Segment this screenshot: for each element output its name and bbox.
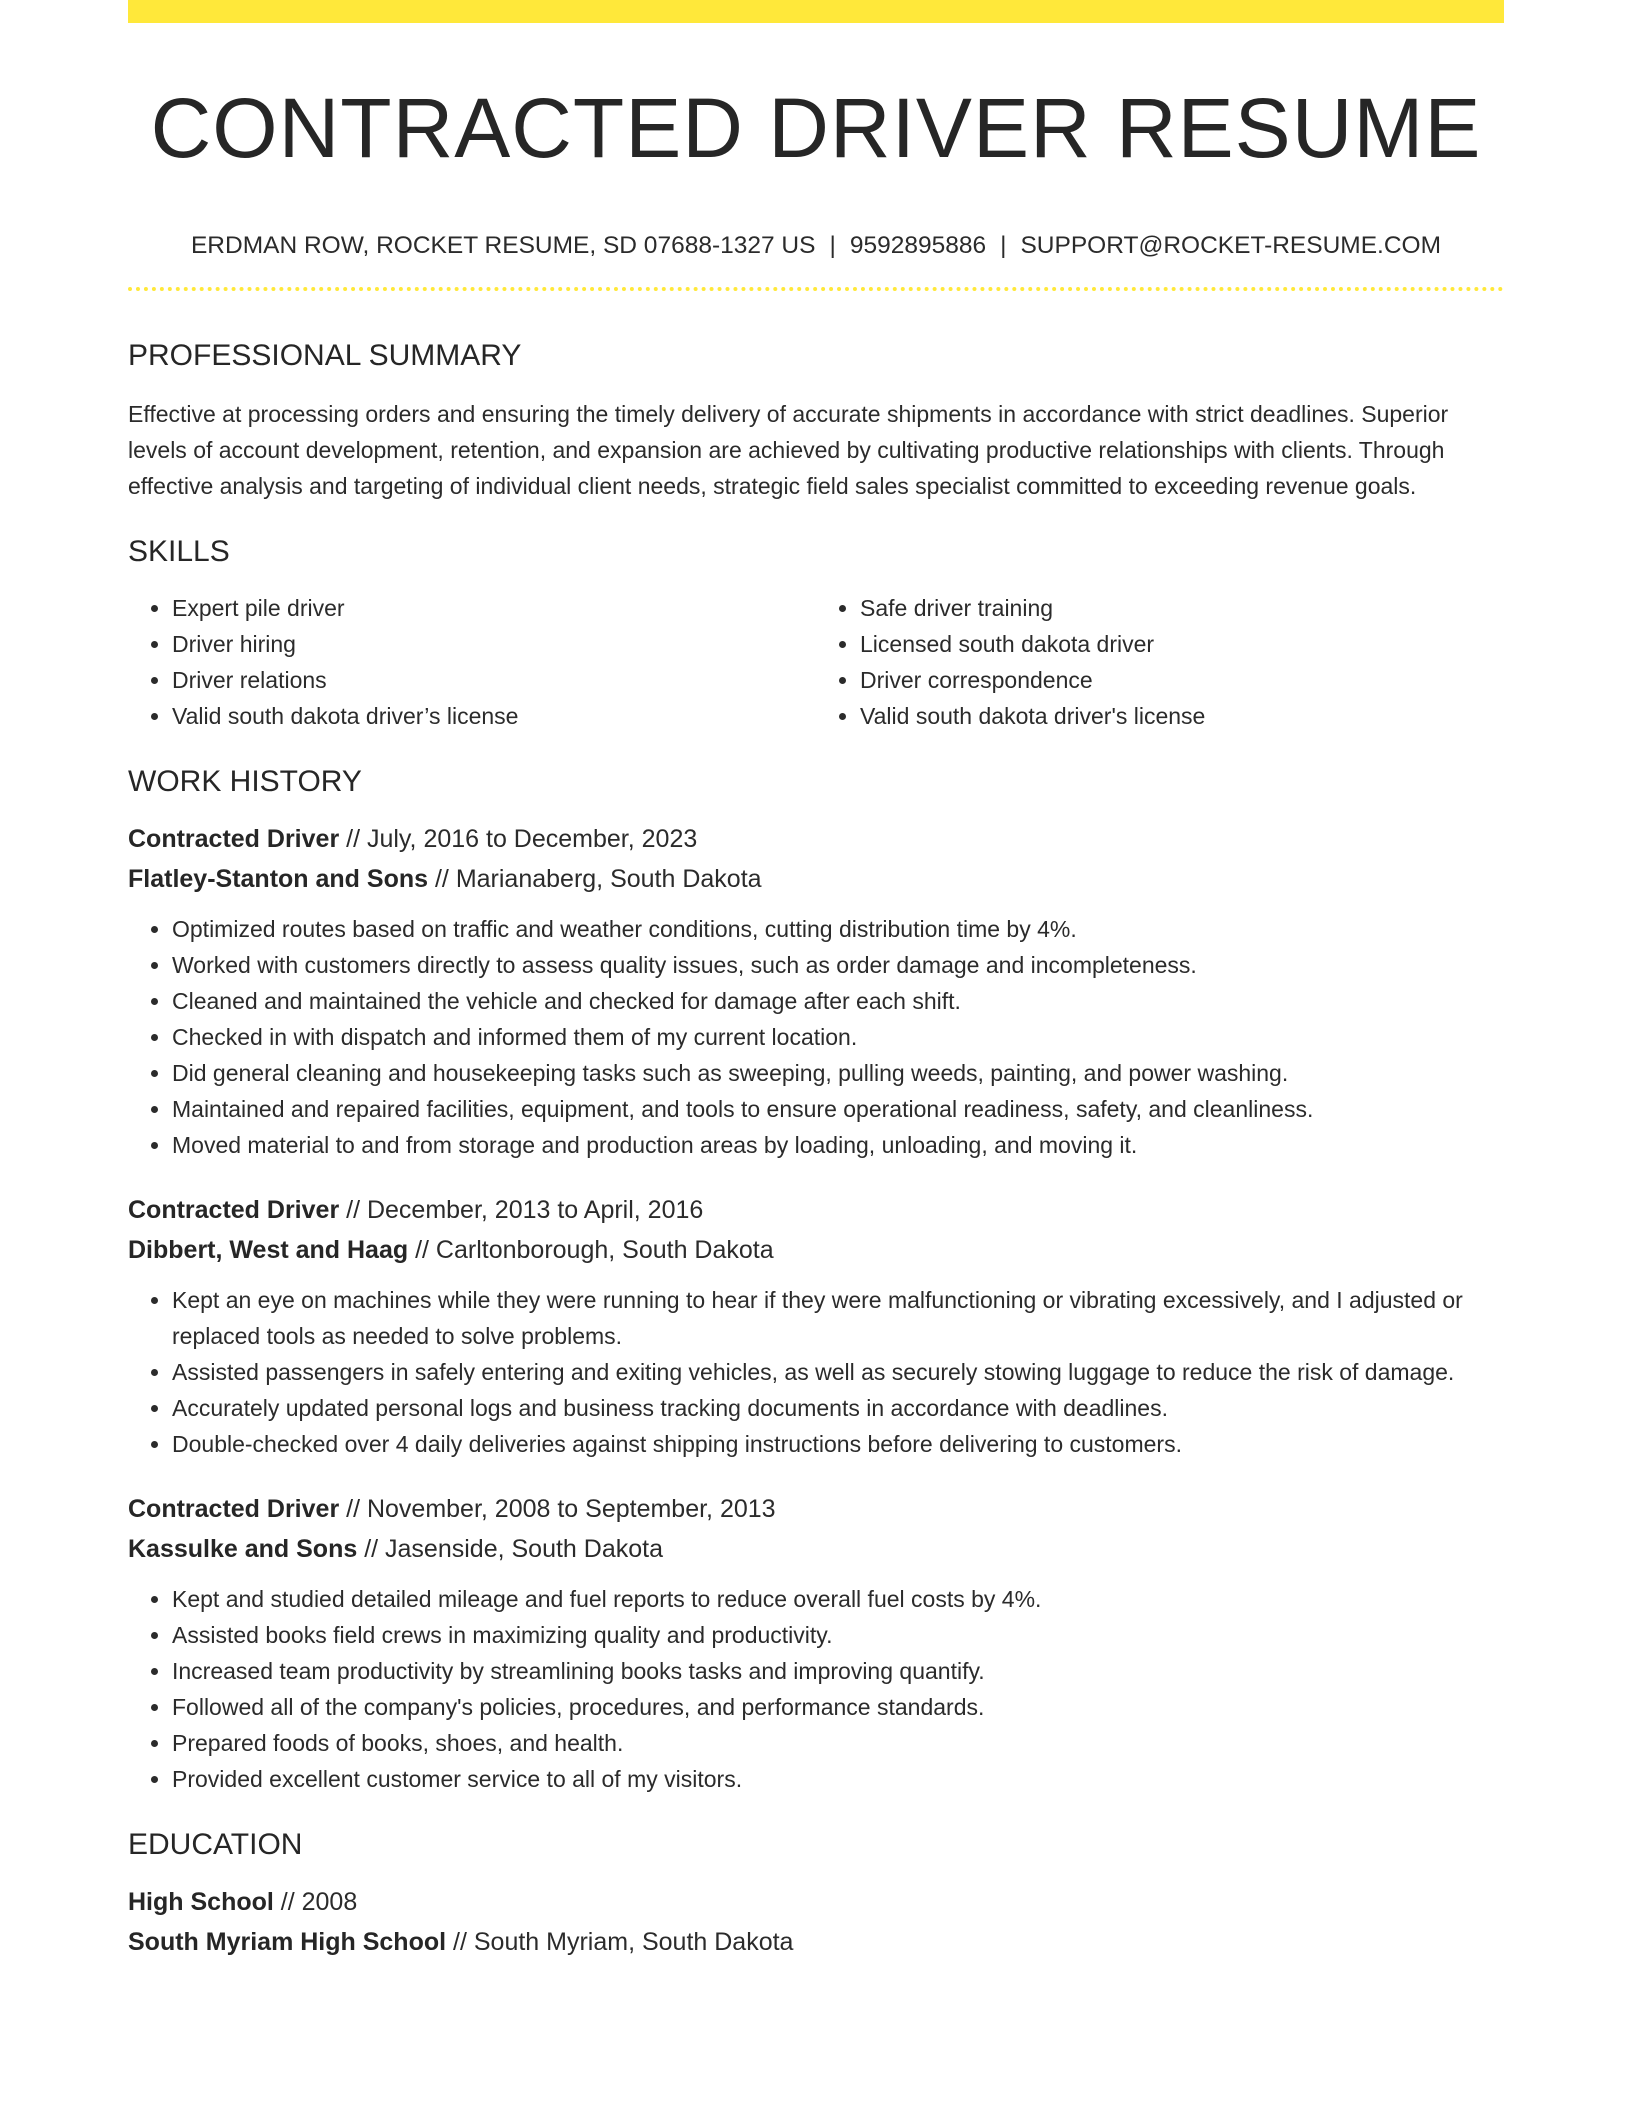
job-title-line bbox=[128, 819, 1504, 859]
job-bullet: • Double-checked over 4 daily deliveries against shipping instructions before delivering to customers. bbox=[172, 1426, 1504, 1462]
job-bullet: • Moved material to and from storage and production areas by loading, unloading, and moving it. bbox=[172, 1127, 1504, 1163]
job-location: // Carltonborough, South Dakota bbox=[408, 1236, 774, 1264]
job-company: Flatley-Stanton and Sons bbox=[128, 865, 429, 893]
job-title: Contracted Driver bbox=[128, 1196, 340, 1224]
skill-item: • Expert pile driver bbox=[172, 590, 816, 626]
job-company-line bbox=[128, 1529, 1504, 1569]
skill-item: • Valid south dakota driver's license bbox=[860, 698, 1504, 734]
skill-item: • Driver hiring bbox=[172, 626, 816, 662]
skill-item: • Driver correspondence bbox=[860, 662, 1504, 698]
job-bullet: • Worked with customers directly to assess quality issues, such as order damage and incompleteness. bbox=[172, 947, 1504, 983]
job-bullet: • Cleaned and maintained the vehicle and checked for damage after each shift. bbox=[172, 983, 1504, 1019]
job-bullet: • Accurately updated personal logs and business tracking documents in accordance with deadlines. bbox=[172, 1390, 1504, 1426]
job-bullet: • Did general cleaning and housekeeping tasks such as sweeping, pulling weeds, painting, and power washing. bbox=[172, 1055, 1504, 1091]
skill-item: • Safe driver training bbox=[860, 590, 1504, 626]
education-year: // 2008 bbox=[273, 1888, 358, 1916]
job-title: Contracted Driver bbox=[128, 825, 340, 853]
contact-separator: | bbox=[829, 232, 836, 259]
job-bullet: • Kept an eye on machines while they were running to hear if they were malfunctioning or vibrating excessively, and I adjusted or replaced tools as needed to solve problems. bbox=[172, 1282, 1504, 1354]
education-school: South Myriam High School bbox=[128, 1928, 447, 1956]
job-location: // Marianaberg, South Dakota bbox=[428, 865, 762, 893]
job-bullet: • Maintained and repaired facilities, equipment, and tools to ensure operational readiness, safety, and cleanliness. bbox=[172, 1091, 1504, 1127]
job-entry bbox=[128, 1489, 1504, 1797]
job-bullet: • Prepared foods of books, shoes, and health. bbox=[172, 1725, 1504, 1761]
job-bullets bbox=[128, 911, 1504, 1163]
dotted-divider bbox=[128, 287, 1504, 291]
job-bullets bbox=[128, 1282, 1504, 1462]
contact-line bbox=[128, 231, 1504, 261]
job-title: Contracted Driver bbox=[128, 1495, 340, 1523]
job-company-line bbox=[128, 859, 1504, 899]
job-title-line bbox=[128, 1190, 1504, 1230]
job-entry bbox=[128, 1190, 1504, 1462]
education-entry bbox=[128, 1882, 1504, 1962]
job-dates: // November, 2008 to September, 2013 bbox=[339, 1495, 776, 1523]
contact-separator: | bbox=[1000, 232, 1007, 259]
job-bullets bbox=[128, 1581, 1504, 1797]
work-history-heading: WORK HISTORY bbox=[128, 765, 362, 798]
skill-item: • Valid south dakota driver’s license bbox=[172, 698, 816, 734]
contact-email: SUPPORT@ROCKET-RESUME.COM bbox=[1020, 232, 1442, 259]
job-bullet: • Checked in with dispatch and informed them of my current location. bbox=[172, 1019, 1504, 1055]
education-degree: High School bbox=[128, 1888, 274, 1916]
job-bullet: • Followed all of the company's policies, procedures, and performance standards. bbox=[172, 1689, 1504, 1725]
contact-address: ERDMAN ROW, ROCKET RESUME, SD 07688-1327 US bbox=[190, 232, 816, 259]
resume-page bbox=[128, 0, 1504, 1962]
job-company: Kassulke and Sons bbox=[128, 1535, 358, 1563]
job-company: Dibbert, West and Haag bbox=[128, 1236, 409, 1264]
skills-list bbox=[128, 590, 1504, 734]
skill-item: • Driver relations bbox=[172, 662, 816, 698]
skill-item: • Licensed south dakota driver bbox=[860, 626, 1504, 662]
job-dates: // July, 2016 to December, 2023 bbox=[339, 825, 698, 853]
job-bullet: • Optimized routes based on traffic and weather conditions, cutting distribution time by 4%. bbox=[172, 911, 1504, 947]
job-bullet: • Kept and studied detailed mileage and fuel reports to reduce overall fuel costs by 4%. bbox=[172, 1581, 1504, 1617]
job-company-line bbox=[128, 1230, 1504, 1270]
education-school-line bbox=[128, 1922, 1504, 1962]
education-heading: EDUCATION bbox=[128, 1828, 303, 1861]
skills-heading: SKILLS bbox=[128, 535, 230, 568]
job-title-line bbox=[128, 1489, 1504, 1529]
skills-column-left bbox=[128, 590, 816, 734]
contact-phone: 9592895886 bbox=[849, 232, 987, 259]
job-bullet: • Increased team productivity by streamlining books tasks and improving quantify. bbox=[172, 1653, 1504, 1689]
job-dates: // December, 2013 to April, 2016 bbox=[339, 1196, 704, 1224]
resume-title: CONTRACTED DRIVER RESUME bbox=[150, 81, 1482, 175]
summary-heading: PROFESSIONAL SUMMARY bbox=[128, 339, 522, 372]
job-bullet: • Assisted passengers in safely entering and exiting vehicles, as well as securely stowing luggage to reduce the risk of damage. bbox=[172, 1354, 1504, 1390]
job-entry bbox=[128, 819, 1504, 1163]
education-location: // South Myriam, South Dakota bbox=[446, 1928, 794, 1956]
skills-column-right bbox=[816, 590, 1504, 734]
summary-text: Effective at processing orders and ensuring the timely delivery of accurate shipments in accordance with strict deadlines. Superior levels of account development, retention, and expansion are achieved by cultivating productive relationships with clients. Through effective analysis and targeting of individual client needs, strategic field sales specialist committed to exceeding revenue goals. bbox=[128, 401, 1449, 499]
education-degree-line bbox=[128, 1882, 1504, 1922]
job-bullet: • Assisted books field crews in maximizing quality and productivity. bbox=[172, 1617, 1504, 1653]
top-accent-bar bbox=[128, 0, 1504, 23]
job-bullet: • Provided excellent customer service to all of my visitors. bbox=[172, 1761, 1504, 1797]
job-location: // Jasenside, South Dakota bbox=[357, 1535, 663, 1563]
